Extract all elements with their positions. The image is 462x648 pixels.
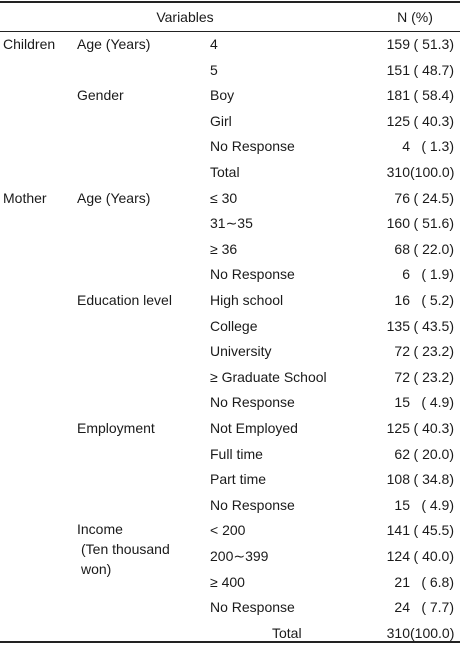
count-cell: 310 xyxy=(386,164,410,180)
category-cell: < 200 xyxy=(210,522,246,539)
count-cell: 21 xyxy=(394,573,410,590)
percent-cell: ( 40.3) xyxy=(413,112,454,129)
category-cell: No Response xyxy=(210,266,295,283)
table-row xyxy=(0,390,460,416)
percent-cell: (100.0) xyxy=(410,624,455,641)
variable-cell: Age (Years) xyxy=(77,189,151,206)
percent-cell: ( 48.7) xyxy=(413,61,454,78)
table-row xyxy=(0,442,460,468)
percent-cell: ( 34.8) xyxy=(413,471,454,488)
count-cell: 160 xyxy=(386,215,410,232)
percent-cell: ( 6.8) xyxy=(421,573,454,590)
percent-cell: ( 5.2) xyxy=(421,292,454,308)
percent-cell: ( 23.2) xyxy=(413,343,454,360)
table-row xyxy=(0,134,460,160)
table-row xyxy=(0,544,460,570)
category-cell: Part time xyxy=(210,471,267,488)
count-cell: 4 xyxy=(402,138,410,155)
category-cell: 200∼399 xyxy=(210,548,269,564)
percent-cell: ( 40.3) xyxy=(413,420,454,436)
category-cell: ≥ 400 xyxy=(210,573,245,590)
category-cell: Not Employed xyxy=(210,420,298,436)
category-cell: Total xyxy=(272,624,302,641)
count-cell: 141 xyxy=(386,522,410,539)
table-top-rule xyxy=(0,1,460,3)
table-row xyxy=(0,493,460,519)
group-cell: Mother xyxy=(3,189,47,206)
percent-cell: ( 22.0) xyxy=(413,240,454,257)
count-cell: 76 xyxy=(394,189,410,206)
table-row xyxy=(0,570,460,596)
count-cell: 16 xyxy=(394,292,410,308)
count-cell: 159 xyxy=(386,36,410,52)
count-cell: 62 xyxy=(394,445,410,462)
count-cell: 135 xyxy=(386,317,410,334)
count-cell: 15 xyxy=(394,496,410,513)
count-cell: 15 xyxy=(394,394,410,411)
income-variable-label xyxy=(77,517,217,589)
category-cell: High school xyxy=(210,292,284,308)
table-row xyxy=(0,211,460,237)
income-line-2: (Ten thousand xyxy=(81,541,170,557)
count-cell: 181 xyxy=(386,87,410,104)
category-cell: 5 xyxy=(210,61,218,78)
percent-cell: ( 20.0) xyxy=(413,445,454,462)
percent-cell: ( 7.7) xyxy=(421,599,454,616)
header-variables: Variables xyxy=(156,9,214,25)
count-cell: 68 xyxy=(394,240,410,257)
table-row xyxy=(0,186,460,212)
percent-cell: ( 23.2) xyxy=(413,368,454,385)
table-row xyxy=(0,365,460,391)
percent-cell: ( 51.6) xyxy=(413,215,454,232)
variable-cell: Employment xyxy=(77,420,155,436)
category-cell: Total xyxy=(210,164,240,180)
count-cell: 6 xyxy=(402,266,410,283)
income-line-3: won) xyxy=(81,561,112,577)
category-cell: Girl xyxy=(210,112,232,129)
category-cell: ≥ 36 xyxy=(210,240,238,257)
table-row xyxy=(0,32,460,58)
table-row xyxy=(0,58,460,84)
table-row xyxy=(0,109,460,135)
group-cell: Children xyxy=(3,36,56,52)
percent-cell: ( 51.3) xyxy=(413,36,454,52)
category-cell: Boy xyxy=(210,87,235,104)
count-cell: 310 xyxy=(386,624,410,641)
count-cell: 24 xyxy=(394,599,410,616)
percent-cell: ( 40.0) xyxy=(413,548,454,564)
category-cell: Full time xyxy=(210,445,263,462)
table-row xyxy=(0,314,460,340)
table-row xyxy=(0,467,460,493)
table-row xyxy=(0,595,460,621)
count-cell: 151 xyxy=(386,61,410,78)
count-cell: 125 xyxy=(386,112,410,129)
table-row xyxy=(0,518,460,544)
percent-cell: ( 24.5) xyxy=(413,189,454,206)
percent-cell: ( 4.9) xyxy=(421,394,454,411)
table-row xyxy=(0,160,460,186)
table-row xyxy=(0,288,460,314)
category-cell: 31∼35 xyxy=(210,215,253,232)
header-n-percent: N (%) xyxy=(397,9,433,25)
count-cell: 108 xyxy=(386,471,410,488)
count-cell: 124 xyxy=(386,548,410,564)
variable-cell: Age (Years) xyxy=(77,36,151,52)
percent-cell: (100.0) xyxy=(410,164,455,180)
category-cell: No Response xyxy=(210,599,295,616)
count-cell: 72 xyxy=(394,343,410,360)
category-cell: University xyxy=(210,343,272,360)
category-cell: ≤ 30 xyxy=(210,189,238,206)
table-row xyxy=(0,416,460,442)
percent-cell: ( 58.4) xyxy=(413,87,454,104)
category-cell: College xyxy=(210,317,258,334)
table-row xyxy=(0,262,460,288)
percent-cell: ( 45.5) xyxy=(413,522,454,539)
percent-cell: ( 4.9) xyxy=(421,496,454,513)
table-row xyxy=(0,83,460,109)
income-line-1: Income xyxy=(77,521,123,537)
variable-cell: Gender xyxy=(77,87,124,104)
percent-cell: ( 43.5) xyxy=(413,317,454,334)
table-row xyxy=(0,237,460,263)
count-cell: 72 xyxy=(394,368,410,385)
category-cell: No Response xyxy=(210,138,295,155)
variable-cell: Education level xyxy=(77,292,172,308)
table-header xyxy=(0,4,460,30)
table-row xyxy=(0,339,460,365)
table-bottom-rule xyxy=(0,641,460,643)
percent-cell: ( 1.9) xyxy=(421,266,454,283)
percent-cell: ( 1.3) xyxy=(421,138,454,155)
category-cell: ≥ Graduate School xyxy=(210,368,327,385)
category-cell: No Response xyxy=(210,394,295,411)
category-cell: No Response xyxy=(210,496,295,513)
category-cell: 4 xyxy=(210,36,218,52)
count-cell: 125 xyxy=(386,420,410,436)
